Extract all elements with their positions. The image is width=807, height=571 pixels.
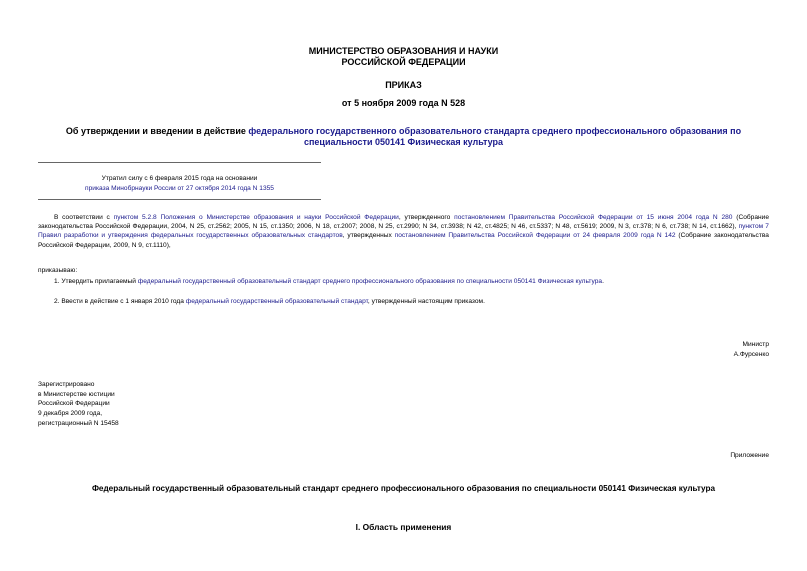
- ministry-line-1: МИНИСТЕРСТВО ОБРАЗОВАНИЯ И НАУКИ: [308, 46, 499, 56]
- notice-bottom-rule: [38, 199, 321, 200]
- doc-type: ПРИКАЗ: [385, 80, 422, 90]
- doc-title-line-1: [0, 126, 807, 137]
- order-item-2-prefix: 2. Ввести в действие с 1 января 2010 года: [54, 298, 186, 305]
- preamble-text-1: В соответствии с: [54, 214, 114, 221]
- preamble-text-3: (Собрание законодательства Российской Федерации, 2004, N 25, ст.2562; 2005, N 15, ст.1350; 2006, N 18, ст.2007; 2008, N 25, ст.2990; N 34, ст.3938; N 42, ст.4825; N 46, ст.5337; N 48, ст.5619; 2009, N 3, ст.378; N 6,: [38, 214, 769, 231]
- ministry-regulation-link[interactable]: пунктом 5.2.8 Положения о Министерстве образования и науки Российской Федерации: [113, 214, 399, 221]
- government-decree-142-link[interactable]: постановлением Правительства Российской Федерации от 24 февраля: [394, 232, 621, 240]
- doc-title-line-2: [0, 137, 807, 148]
- preamble-text-6: (Собрание законодательства Российской Федерации, 2009, N 9, ст.1110),: [38, 232, 769, 249]
- preamble-paragraph: [38, 213, 769, 250]
- registration-line-3: Российской Федерации: [38, 400, 110, 407]
- standard-link-item-2[interactable]: федеральный государственный образовательный стандарт: [185, 298, 368, 305]
- registration-line-4: 9 декабря 2009 года,: [38, 410, 103, 417]
- registration-line-5: регистрационный N 15458: [38, 420, 119, 427]
- ministry-line-2: РОССИЙСКОЙ ФЕДЕРАЦИИ: [341, 57, 466, 67]
- notice-top-rule: [38, 162, 321, 163]
- appendix-label: Приложение: [730, 452, 769, 459]
- government-decree-280-link[interactable]: постановлением Правительства Российской Федерации от 15 июня 2004 года N 280: [454, 214, 733, 221]
- standard-link-title[interactable]: федерального государственного образовательного стандарта среднего профессионального образования по: [248, 126, 742, 136]
- standard-link-item-1[interactable]: федеральный государственный образовательный стандарт среднего профессионального образования по специальности 050141 Физическая культура: [137, 278, 603, 285]
- signature-name: А.Фурсенко: [733, 351, 769, 358]
- standards-rules-link[interactable]: пунктом 7 Правил разработки и утверждения федеральных государственных образовательных стандартов: [38, 223, 769, 240]
- registration-line-1: Зарегистрировано: [38, 381, 95, 388]
- order-item-1-suffix: .: [602, 278, 604, 285]
- preamble-text-4: ст.738; N 14, ст.1662),: [669, 223, 739, 231]
- notice-line-1: Утратил силу с 6 февраля 2015 года на основании: [101, 175, 258, 182]
- section-heading: I. Область применения: [355, 522, 452, 532]
- repeal-order-link[interactable]: приказа Минобрнауки России от 27 октября 2014 года N 1355: [85, 185, 274, 192]
- order-label: приказываю:: [38, 267, 78, 274]
- order-item-1-prefix: 1. Утвердить прилагаемый: [54, 278, 138, 285]
- standard-link-title-2[interactable]: специальности 050141 Физическая культура: [303, 137, 504, 147]
- order-item-2: [54, 297, 769, 306]
- doc-date: от 5 ноября 2009 года N 528: [341, 98, 466, 108]
- order-item-1: [54, 277, 769, 286]
- doc-title-prefix: Об утверждении и введении в действие: [65, 126, 249, 136]
- government-decree-142-link-2[interactable]: 2009 года N 142: [623, 232, 676, 240]
- appendix-title: Федеральный государственный образовательный стандарт среднего профессионального образования по специальности 050141 Физическая культура: [91, 484, 716, 493]
- preamble-text-2: , утвержденного: [398, 214, 455, 221]
- signature-title: Министр: [742, 341, 769, 348]
- registration-line-2: в Министерстве юстиции: [38, 391, 115, 398]
- order-item-2-suffix: , утвержденный настоящим приказом.: [367, 298, 485, 305]
- preamble-text-5: , утвержденных: [342, 232, 395, 240]
